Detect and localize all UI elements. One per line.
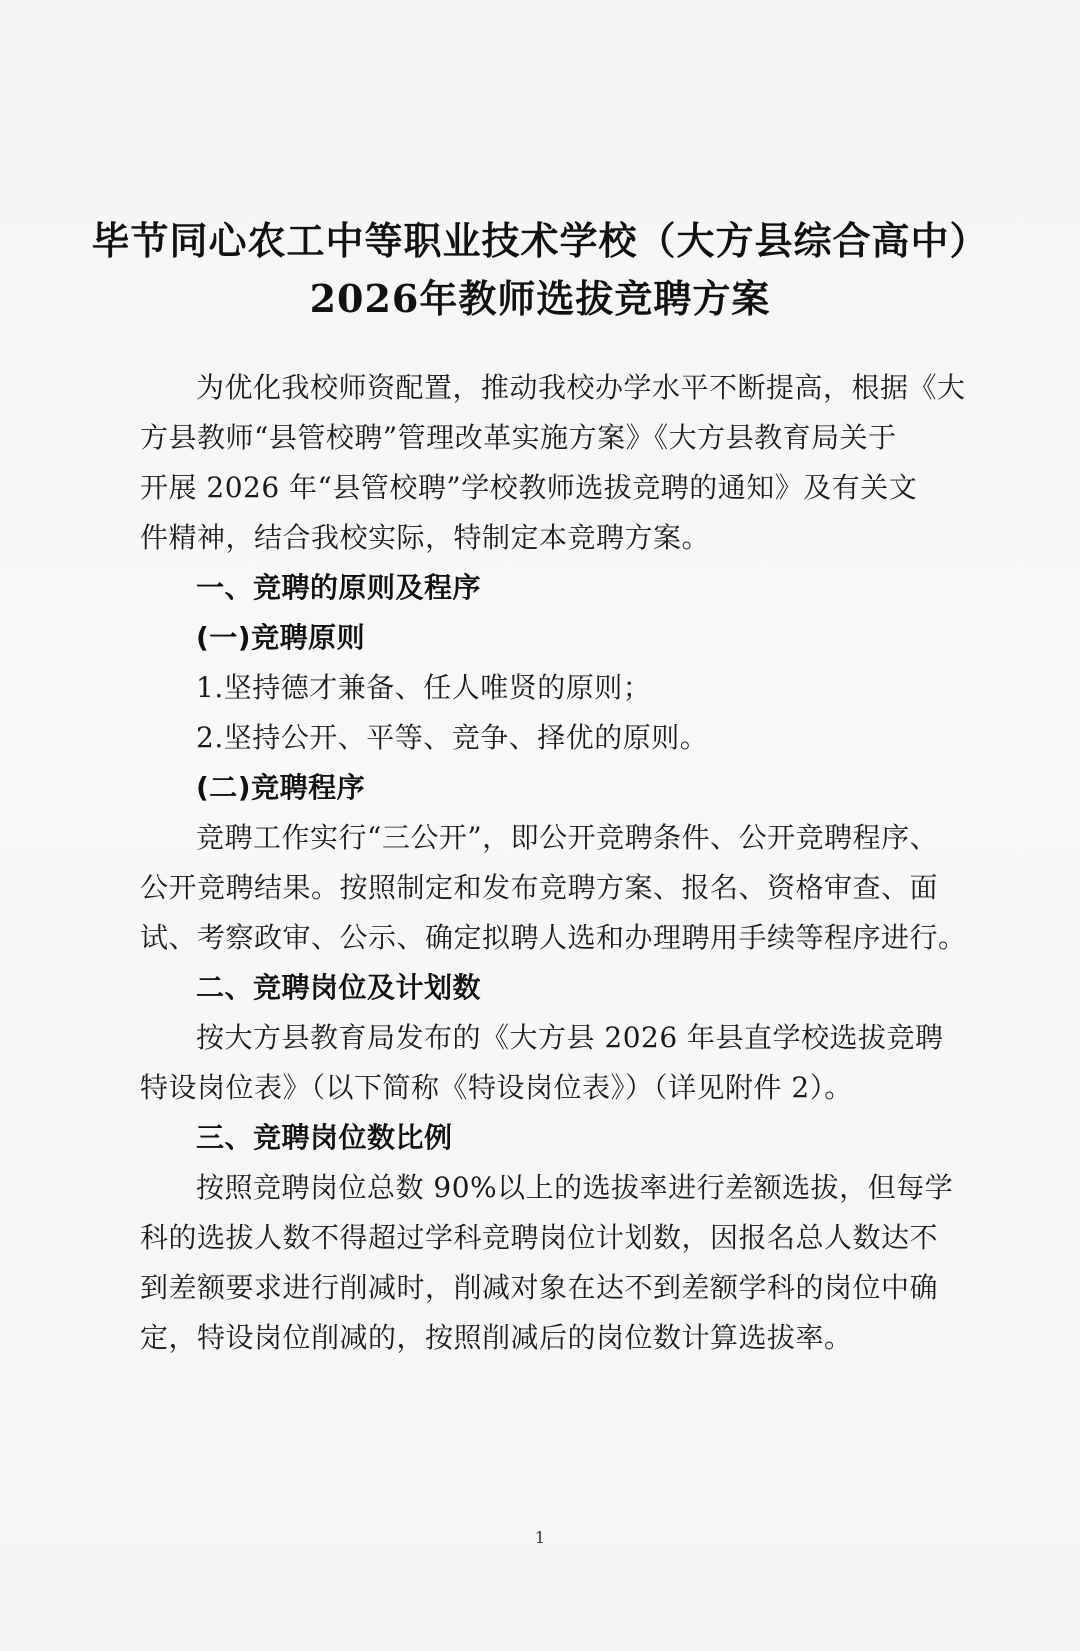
procedure-line-3: 试、考察政审、公示、确定拟聘人选和办理聘用手续等程序进行。 [140, 921, 967, 954]
section-3-line-3: 到差额要求进行削减时，削减对象在达不到差额学科的岗位中确 [140, 1271, 939, 1304]
section-1-sub-2-heading: (二)竞聘程序 [196, 771, 366, 804]
section-3-heading: 三、竞聘岗位数比例 [196, 1121, 453, 1154]
section-3-line-4: 定，特设岗位削减的，按照削减后的岗位数计算选拔率。 [140, 1321, 853, 1354]
intro-line-3: 开展 2026 年“县管校聘”学校教师选拔竞聘的通知》及有关文 [140, 471, 918, 504]
principle-item-2: 2.坚持公开、平等、竞争、择优的原则。 [196, 721, 709, 754]
intro-line-4: 件精神，结合我校实际，特制定本竞聘方案。 [140, 521, 711, 554]
section-3-line-2: 科的选拔人数不得超过学科竞聘岗位计划数，因报名总人数达不 [140, 1221, 939, 1254]
section-2-line-2: 特设岗位表》（以下简称《特设岗位表》）（详见附件 2）。 [140, 1071, 853, 1104]
procedure-line-1: 竞聘工作实行“三公开”，即公开竞聘条件、公开竞聘程序、 [196, 821, 939, 854]
section-2-heading: 二、竞聘岗位及计划数 [196, 971, 482, 1004]
procedure-line-2: 公开竞聘结果。按照制定和发布竞聘方案、报名、资格审查、面 [140, 871, 939, 904]
document-title-line-2: 2026年教师选拔竞聘方案 [309, 276, 771, 321]
intro-line-2: 方县教师“县管校聘”管理改革实施方案》《大方县教育局关于 [140, 421, 897, 454]
intro-line-1: 为优化我校师资配置，推动我校办学水平不断提高，根据《大 [196, 371, 966, 404]
section-3-line-1: 按照竞聘岗位总数 90%以上的选拔率进行差额选拔，但每学 [196, 1171, 954, 1204]
document-title-line-1: 毕节同心农工中等职业技术学校（大方县综合高中） [91, 218, 989, 263]
section-1-heading: 一、竞聘的原则及程序 [196, 571, 482, 604]
principle-item-1: 1.坚持德才兼备、任人唯贤的原则； [196, 671, 652, 704]
page-number: 1 [534, 1528, 546, 1547]
section-2-line-1: 按大方县教育局发布的《大方县 2026 年县直学校选拔竞聘 [196, 1021, 944, 1054]
section-1-sub-1-heading: (一)竞聘原则 [196, 621, 366, 654]
